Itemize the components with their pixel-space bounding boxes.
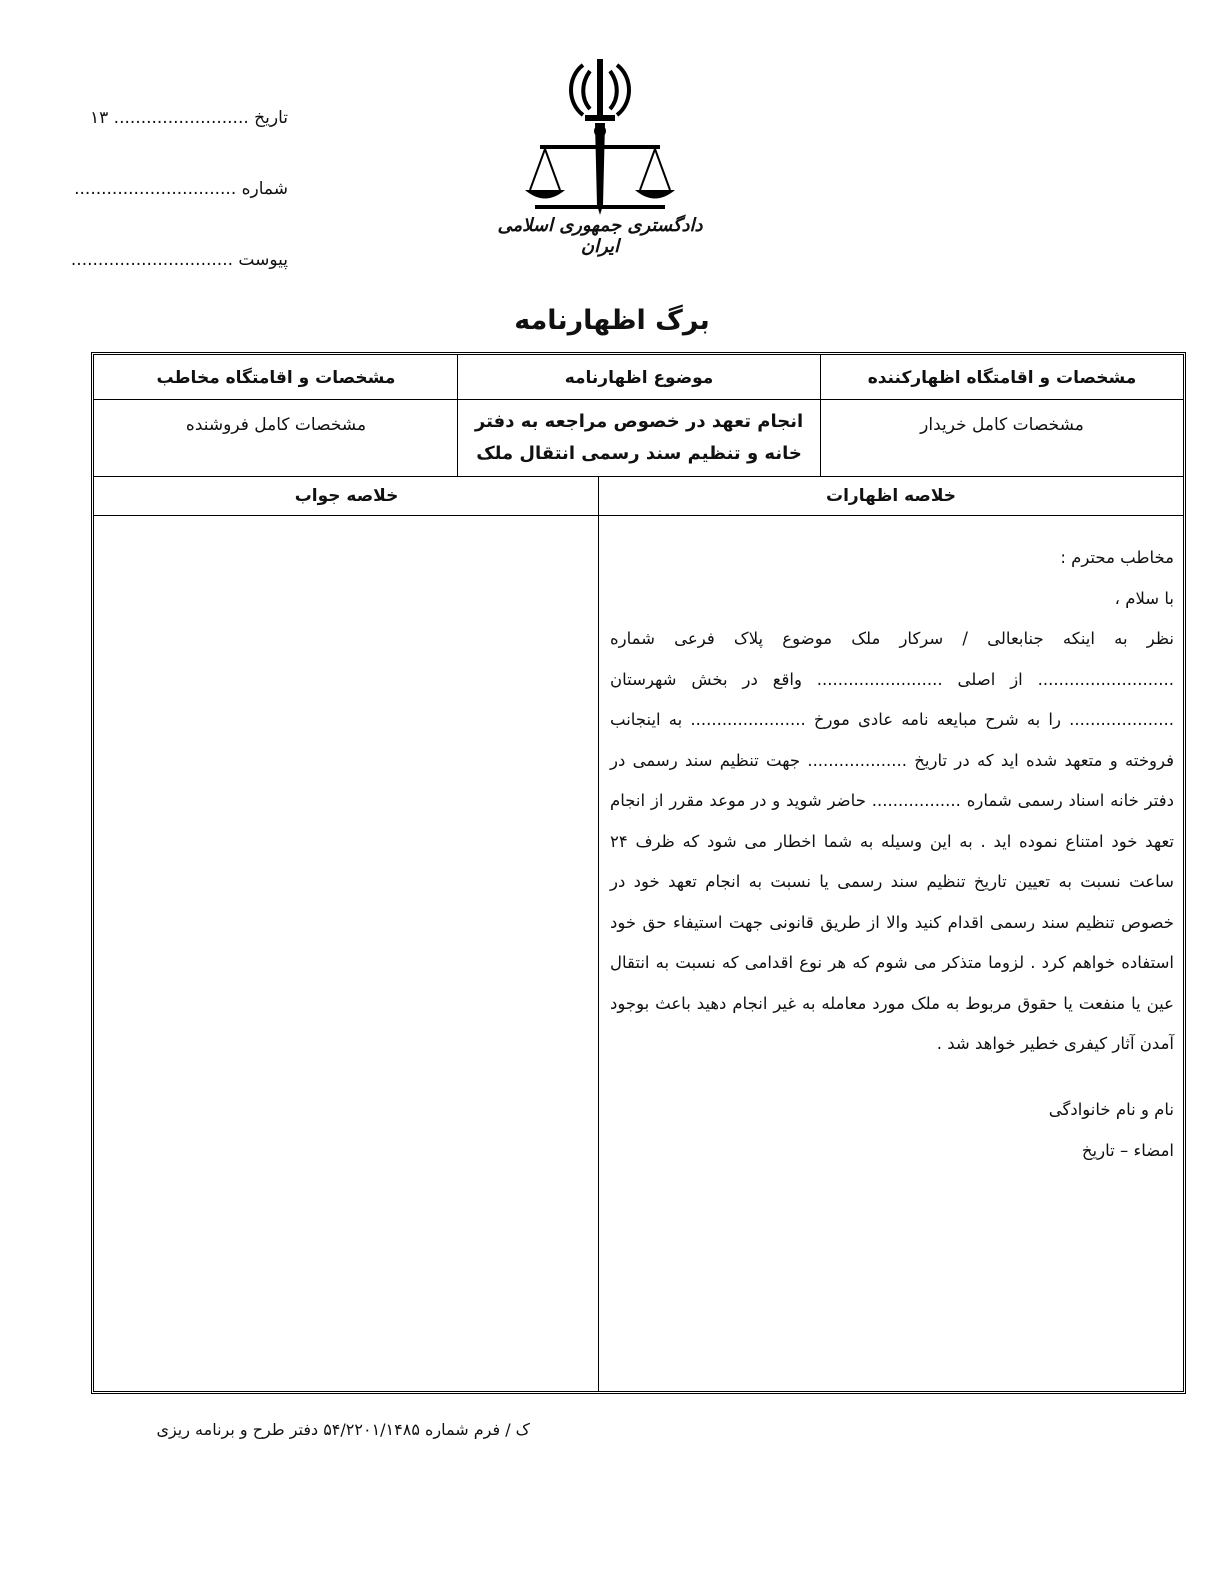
judiciary-emblem	[495, 55, 705, 255]
greeting-addressee: مخاطب محترم :	[1060, 548, 1174, 567]
subject-line-2: خانه و تنظیم سند رسمی انتقال ملک	[476, 443, 802, 464]
number-line: شماره ..............................	[74, 179, 288, 199]
statements-header: خلاصه اظهارات	[826, 486, 956, 506]
form-footer: ک / فرم شماره ۵۴/۲۲۰۱/۱۴۸۵ دفتر طرح و برنامه ریزی	[156, 1420, 530, 1439]
addressee-header: مشخصات و اقامتگاه مخاطب	[156, 367, 396, 388]
form-title: برگ اظهارنامه	[514, 305, 710, 336]
subject-line-1: انجام تعهد در خصوص مراجعه به دفتر	[474, 411, 804, 432]
response-header: خلاصه جواب	[294, 486, 399, 506]
date-line: تاریخ ......................... ۱۳	[90, 108, 288, 128]
declarant-value: مشخصات کامل خریدار	[920, 415, 1084, 435]
statement-paragraph: نظر به اینکه جنابعالی / سرکار ملک موضوع پلاک فرعی شماره .......................... از اصلی ........................ واقع در بخش شهرستان .................... را به شرح مبایعه نامه عادی مورخ ...................... به اینجانب فروخته و متعهد شده اید که در تاریخ ................... جهت تنظیم سند رسمی در دفتر خانه اسناد رسمی شماره ................. حاضر شوید و در موعد مقرر از انجام تعهد خود امتناع نموده اید . به این وسیله به شما اخطار می شود که ظرف ۲۴ ساعت نسبت به تعیین تاریخ تنظیم سند رسمی یا نسبت به انجام تعهد خود در خصوص تنظیم سند رسمی اقدام کنید والا از طریق قانونی جهت استیفاء حق خود استفاده خواهم کرد . لزوما متذکر می شوم که هر نوع اقدامی که نسبت به انتقال عین یا منفعت یا حقوق مربوط به ملک مورد معامله به غیر انجام دهید باعث بوجود آمدن آثار کیفری خطیر خواهد شد .	[610, 629, 1174, 1053]
scales-of-justice-icon	[495, 55, 705, 220]
greeting-salutation: با سلام ،	[1114, 588, 1174, 608]
addressee-value: مشخصات کامل فروشنده	[185, 415, 367, 435]
statements-body	[610, 538, 1174, 1065]
subject-header: موضوع اظهارنامه	[564, 367, 714, 388]
subject-value	[458, 402, 820, 474]
attachment-line: پیوست ..............................	[70, 250, 288, 270]
signature-label: امضاء – تاریخ	[1081, 1141, 1174, 1160]
table-divider	[94, 515, 1183, 516]
declarant-header: مشخصات و اقامتگاه اظهارکننده	[867, 367, 1137, 388]
table-divider	[598, 476, 599, 1391]
name-label: نام و نام خانوادگی	[1048, 1100, 1174, 1119]
emblem-caption: دادگستری جمهوری اسلامی ایران	[497, 215, 703, 257]
